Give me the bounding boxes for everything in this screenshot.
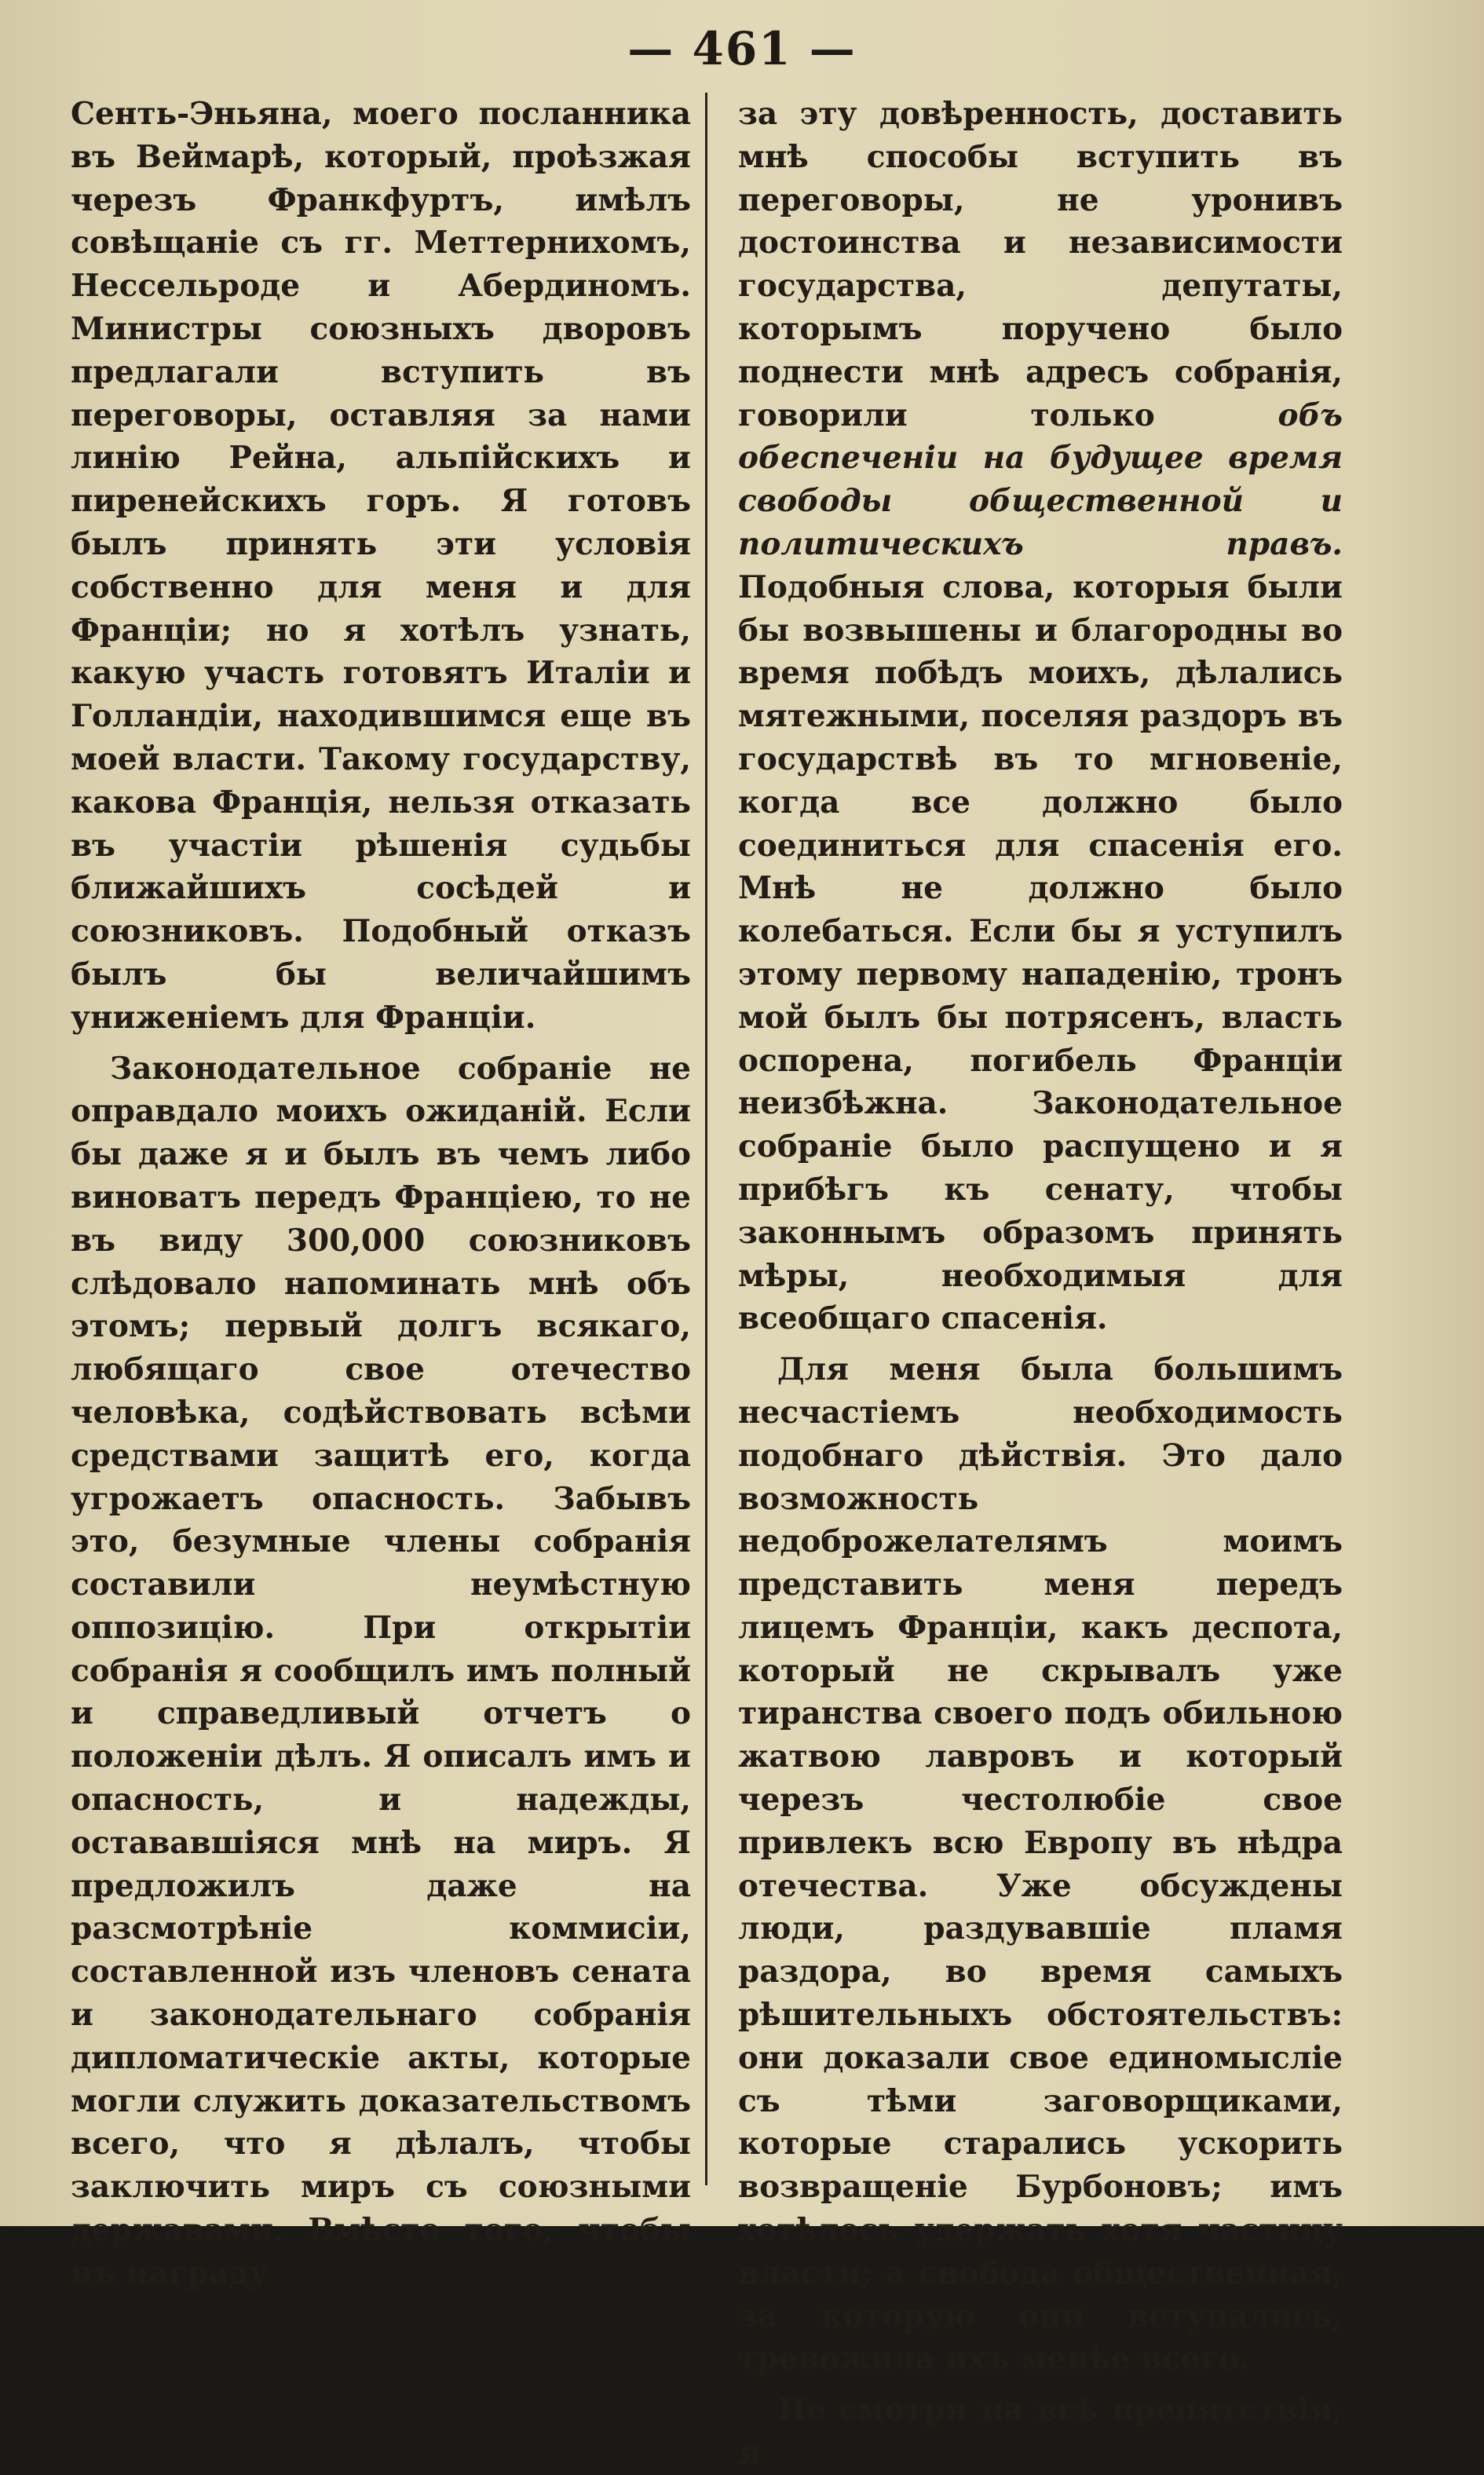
right-paragraph-2: Для меня была большимъ несчастіемъ необходимость подобнаго дѣйствія. Это дало возможность недоброжелателямъ моимъ представить меня передъ лицемъ Франціи, какъ деспота, который не скрывалъ уже тиранства своего подъ обильною жатвою лавровъ и который черезъ честолюбіе свое привлекъ всю Европу въ нѣдра отечества. Уже обсуждены люди, раздувавшіе пламя раздора, во время самыхъ рѣшительныхъ обстоятельствъ: они доказали свое единомысліе съ тѣми заговорщиками, которые старались ускорить возвращеніе Бурбоновъ; имъ хотѣлось удержать хотя частицу власти; а свобода общественная, за которую они вступались, тревожила ихъ менѣе всего. — [738, 1351, 1343, 2378]
column-divider — [705, 93, 707, 2185]
right-column — [738, 93, 1343, 2475]
right-paragraph-1-italic: объ обеспеченіи на будущее время свободы общественной и политическихъ правъ. — [738, 397, 1343, 562]
page-number: — 461 — — [627, 22, 857, 75]
right-paragraph-1-end: Подобныя слова, которыя были бы возвышены и благородны во время побѣдъ моихъ, дѣлались мятежными, поселяя раздоръ въ государствѣ въ то мгновеніе, когда все должно было соединиться для спасенія его. Мнѣ не должно было колебаться. Если бы я уступилъ этому первому нападенію, тронъ мой былъ бы потрясенъ, власть оспорена, погибель Франціи неизбѣжна. Законодательное собраніе было распущено и я прибѣгъ къ сенату, чтобы законнымъ образомъ принять мѣры, необходимыя для всеобщаго спасенія. — [738, 568, 1343, 1337]
left-column — [71, 93, 691, 2295]
right-paragraph-1 — [738, 93, 1343, 1340]
right-paragraph-3: Не смотря на всѣ препятствія, я — [738, 2392, 1343, 2472]
left-paragraph-1: Сенть-Эньяна, моего посланника въ Веймарѣ, который, проѣзжая черезъ Франкфуртъ, имѣлъ совѣщаніе съ гг. Меттернихомъ, Нессельроде и Абердиномъ. Министры союзныхъ дворовъ предлагали вступить въ переговоры, оставляя за нами линію Рейна, альпійскихъ и пиренейскихъ горъ. Я готовъ былъ принять эти условія собственно для меня и для Франціи; но я хотѣлъ узнать, какую участь готовятъ Италіи и Голландіи, находившимся еще въ моей власти. Такому государству, какова Франція, нельзя отказать въ участіи рѣшенія судьбы ближайшихъ сосѣдей и союзниковъ. Подобный отказъ былъ бы величайшимъ униженіемъ для Франціи. — [71, 96, 691, 1036]
right-paragraph-1-start: за эту довѣренность, доставить мнѣ способы вступить въ переговоры, не уронивъ достоинства и независимости государства, депутаты, которымъ поручено было поднести мнѣ адресъ собранія, говорили только — [738, 96, 1343, 433]
left-paragraph-2: Законодательное собраніе не оправдало моихъ ожиданій. Если бы даже я и былъ въ чемъ либо виноватъ передъ Франціею, то не въ виду 300,000 союзниковъ слѣдовало напоминать мнѣ объ этомъ; первый долгъ всякаго, любящаго свое отечество человѣка, содѣйствовать всѣми средствами защитѣ его, когда угрожаетъ опасность. Забывъ это, безумные члены собранія составили неумѣстную оппозицію. При открытіи собранія я сообщилъ имъ полный и справедливый отчетъ о положеніи дѣлъ. Я описалъ имъ и опасность, и надежды, остававшіяся мнѣ на миръ. Я предложилъ даже на разсмотрѣніе коммисіи, составленной изъ членовъ сената и законодательнаго собранія дипломатическіе акты, которые могли служить доказательствомъ всего, что я дѣлалъ, чтобы заключить миръ съ союзными державами. Вмѣсто того, чтобы въ награду — [71, 1050, 691, 2291]
